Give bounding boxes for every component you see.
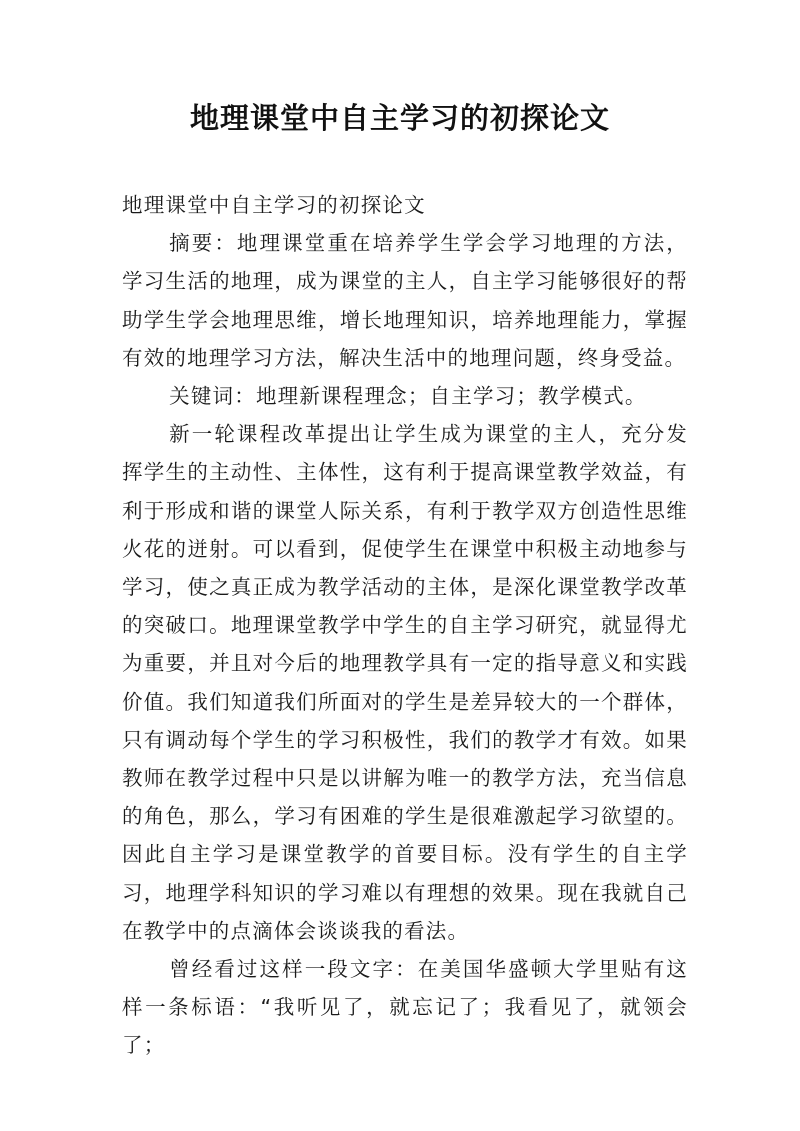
subtitle-paragraph: 地理课堂中自主学习的初探论文	[122, 193, 426, 217]
body-paragraph: 新一轮课程改革提出让学生成为课堂的主人，充分发挥学生的主动性、主体性，这有利于提高课堂教学效益，有利于形成和谐的课堂人际关系，有利于教学双方创造性思维火花的迸射。可以看到，促使学生在课堂中积极主动地参与学习，使之真正成为教学活动的主体，是深化课堂教学改革的突破口。地理课堂教学中学生的自主学习研究，就显得尤为重要，并且对今后的地理教学具有一定的指导意义和实践价值。我们知道我们所面对的学生是差异较大的一个群体，只有调动每个学生的学习积极性，我们的教学才有效。如果教师在教学过程中只是以讲解为唯一的教学方法，充当信息的角色，那么，学习有困难的学生是很难激起学习欲望的。因此自主学习是课堂教学的首要目标。没有学生的自主学习，地理学科知识的学习难以有理想的效果。现在我就自己在教学中的点滴体会谈谈我的看法。	[122, 422, 688, 943]
document-title: 地理课堂中自主学习的初探论文	[189, 101, 610, 135]
abstract-paragraph: 摘要：地理课堂重在培养学生学会学习地理的方法，学习生活的地理，成为课堂的主人，自主学习能够很好的帮助学生学会地理思维，增长地理知识，培养地理能力，掌握有效的地理学习方法，解决生活中的地理问题，终身受益。	[122, 231, 688, 370]
body-paragraph: 曾经看过这样一段文字：在美国华盛顿大学里贴有这样一条标语：“我听见了，就忘记了；我看见了，就领会了；	[122, 957, 688, 1058]
keywords-paragraph: 关键词：地理新课程理念；自主学习；教学模式。	[169, 384, 647, 409]
document-body	[122, 186, 688, 1065]
